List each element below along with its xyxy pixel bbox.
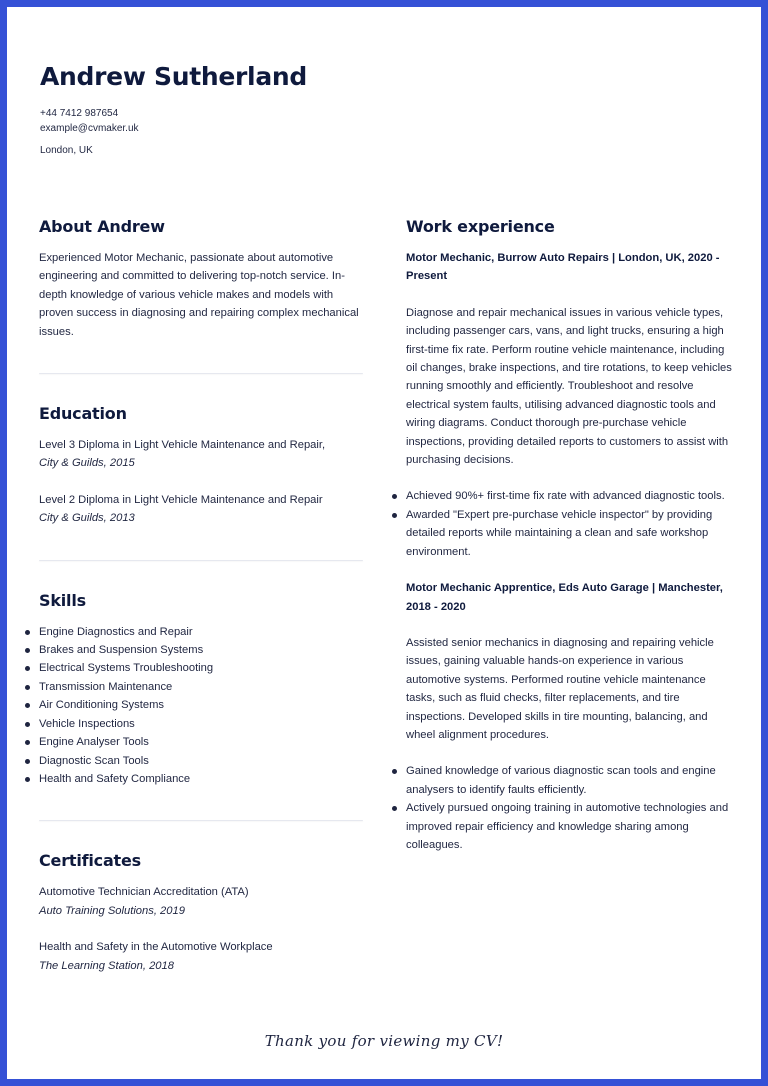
work-experience-section bbox=[406, 217, 736, 854]
achievement-item: Gained knowledge of various diagnostic scan tools and engine analysers to identify faults efficiently. bbox=[406, 762, 736, 799]
job-description: Assisted senior mechanics in diagnosing and repairing vehicle issues, gaining valuable hands-on experience in various automotive systems. Performed routine vehicle maintenance tasks, such as fluid checks, filter replacements, and tire inspections. Developed skills in tire mounting, balancing, and wheel alignment procedures. bbox=[406, 636, 714, 741]
phone-number: +44 7412 987654 bbox=[40, 108, 119, 119]
certificate-entry-issuer: The Learning Station, 2018 bbox=[39, 959, 174, 972]
certificate-entry bbox=[39, 883, 363, 920]
skill-item: Air Conditioning Systems bbox=[39, 696, 363, 714]
certificate-entry-title: Health and Safety in the Automotive Workplace bbox=[39, 941, 273, 954]
right-column bbox=[406, 217, 736, 872]
job-title: Motor Mechanic Apprentice, Eds Auto Garage | Manchester, 2018 - 2020 bbox=[406, 582, 723, 613]
skill-item: Diagnostic Scan Tools bbox=[39, 752, 363, 770]
education-entry-institution: City & Guilds, 2013 bbox=[39, 512, 135, 525]
skills-title: Skills bbox=[39, 590, 86, 610]
education-entry-title: Level 3 Diploma in Light Vehicle Maintenance and Repair, bbox=[39, 439, 326, 452]
email-address: example@cvmaker.uk bbox=[40, 123, 139, 134]
job-title: Motor Mechanic, Burrow Auto Repairs | London, UK, 2020 - Present bbox=[406, 252, 720, 283]
certificate-entry-title: Automotive Technician Accreditation (ATA) bbox=[39, 886, 249, 899]
skill-item: Engine Analyser Tools bbox=[39, 733, 363, 751]
left-column bbox=[39, 217, 363, 993]
about-section bbox=[39, 217, 363, 341]
skills-section bbox=[39, 591, 363, 789]
education-title: Education bbox=[39, 404, 127, 424]
cv-header bbox=[40, 62, 307, 156]
skill-item: Engine Diagnostics and Repair bbox=[39, 623, 363, 641]
achievement-item: Awarded "Expert pre-purchase vehicle inspector" by providing detailed reports while maintaining a clean and safe workshop environment. bbox=[406, 506, 736, 561]
certificates-section bbox=[39, 851, 363, 975]
education-entry bbox=[39, 436, 363, 473]
education-section bbox=[39, 404, 363, 528]
skills-list bbox=[39, 623, 363, 789]
skill-item: Electrical Systems Troubleshooting bbox=[39, 659, 363, 677]
skill-item: Health and Safety Compliance bbox=[39, 770, 363, 788]
education-entry-institution: City & Guilds, 2015 bbox=[39, 457, 135, 470]
section-divider bbox=[39, 820, 363, 821]
work-experience-title: Work experience bbox=[406, 217, 555, 236]
certificate-entry bbox=[39, 938, 363, 975]
job-achievements bbox=[406, 487, 736, 561]
skill-item: Vehicle Inspections bbox=[39, 715, 363, 733]
job-description: Diagnose and repair mechanical issues in various vehicle types, including passenger cars, vans, and light trucks, ensuring a high first-time fix rate. Perform routine vehicle maintenance, including oil changes, brake inspections, and tire rotations, to keep vehicles running smoothly and efficiently. Troubleshoot and resolve electrical system faults, utilising advanced diagnostic tools and wiring diagrams. Conduct thorough pre-purchase vehicle inspections, providing detailed reports to customers to assist with purchasing decisions. bbox=[406, 306, 732, 467]
thank-you-note: Thank you for viewing my CV! bbox=[264, 1032, 504, 1050]
skill-item: Transmission Maintenance bbox=[39, 678, 363, 696]
job-entry bbox=[406, 579, 736, 854]
education-entry-title: Level 2 Diploma in Light Vehicle Maintenance and Repair bbox=[39, 493, 323, 506]
education-entry bbox=[39, 491, 363, 528]
achievement-item: Achieved 90%+ first-time fix rate with advanced diagnostic tools. bbox=[406, 487, 736, 505]
location: London, UK bbox=[40, 145, 93, 156]
job-entry bbox=[406, 249, 736, 561]
job-achievements bbox=[406, 762, 736, 854]
achievement-item: Actively pursued ongoing training in automotive technologies and improved repair efficiency and knowledge sharing among colleagues. bbox=[406, 799, 736, 854]
candidate-name: Andrew Sutherland bbox=[40, 62, 307, 91]
contact-block bbox=[40, 106, 307, 136]
section-divider bbox=[39, 560, 363, 561]
certificate-entry-issuer: Auto Training Solutions, 2019 bbox=[39, 904, 185, 917]
skill-item: Brakes and Suspension Systems bbox=[39, 641, 363, 659]
about-title: About Andrew bbox=[39, 217, 165, 236]
about-text: Experienced Motor Mechanic, passionate about automotive engineering and committed to delivering top-notch service. In-depth knowledge of various vehicle makes and models with proven success in diagnosing and repairing complex mechanical issues. bbox=[39, 252, 359, 338]
certificates-title: Certificates bbox=[39, 851, 141, 871]
section-divider bbox=[39, 373, 363, 374]
